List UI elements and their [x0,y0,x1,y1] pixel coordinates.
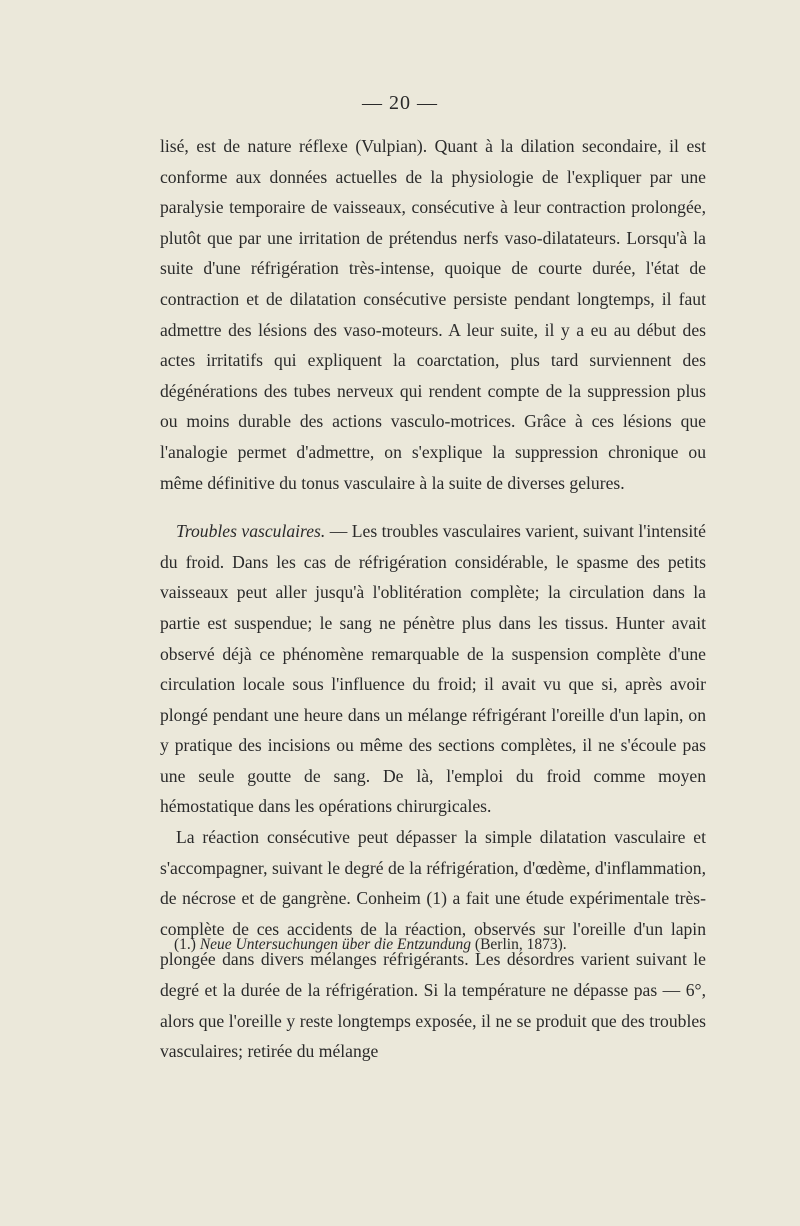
paragraph-continued: lisé, est de nature réflexe (Vulpian). Quant à la dilation secondaire, il est conforme aux données actuelles de la physiologie de l'expliquer par une paralysie temporaire de vaisseaux, consécutive à leur contraction prolongée, plutôt que par une irritation de prétendus nerfs vaso-dilatateurs. Lorsqu'à la suite d'une réfrigération très-intense, quoique de courte durée, l'état de contraction et de dilatation consécutive persiste pendant longtemps, il faut admettre des lésions des vaso-moteurs. A leur suite, il y a eu au début des actes irritatifs qui expliquent la coarctation, plus tard surviennent des dégénérations des tubes nerveux qui rendent compte de la suppression plus ou moins durable des actions vasculo-motrices. Grâce à ces lésions que l'analogie permet d'admettre, on s'explique la suppression chronique ou même définitive du tonus vasculaire à la suite de diverses gelures. [160,136,706,493]
paragraph-troubles-vasculaires [160,516,706,822]
paragraph-reaction: La réaction consécutive peut dépasser la simple dilatation vasculaire et s'accompagner, suivant le degré de la réfrigération, d'œdème, d'inflammation, de nécrose et de gangrène. Conheim (1) a fait une étude expérimentale très-complète de ces accidents de la réaction, observés sur l'oreille d'un lapin plongée dans divers mélanges réfrigérants. Les désordres varient suivant le degré et la durée de la réfrigération. Si la température ne dépasse pas — 6°, alors que l'oreille y reste longtemps exposée, il ne se produit que des troubles vasculaires; retirée du mélange [160,827,706,1062]
page-number: — 20 — [362,92,438,114]
paragraph-text: — Les troubles vasculaires varient, suivant l'intensité du froid. Dans les cas de réfrigération considérable, le spasme des petits vaisseaux peut aller jusqu'à l'oblitération complète; la circulation dans la partie est suspendue; le sang ne pénètre plus dans les tissus. Hunter avait observé déjà ce phénomène remarquable de la suspension complète d'une circulation locale sous l'influence du froid; il avait vu que si, après avoir plongé pendant une heure dans un mélange réfrigérant l'oreille d'un lapin, on y pratique des incisions ou même des sections complètes, il ne s'écoule pas une seule goutte de sang. De là, l'emploi du froid comme moyen hémostatique dans les opérations chirurgicales. [160,521,706,817]
footnote-title: Neue Untersuchungen über die Entzundung [199,936,472,953]
body-text [160,131,706,1067]
footnote-marker: (1.) [174,936,196,953]
footnote [174,935,734,955]
footnote-citation: (Berlin, 1873). [471,936,567,953]
section-heading-troubles-vasculaires: Troubles vasculaires. [176,521,326,542]
